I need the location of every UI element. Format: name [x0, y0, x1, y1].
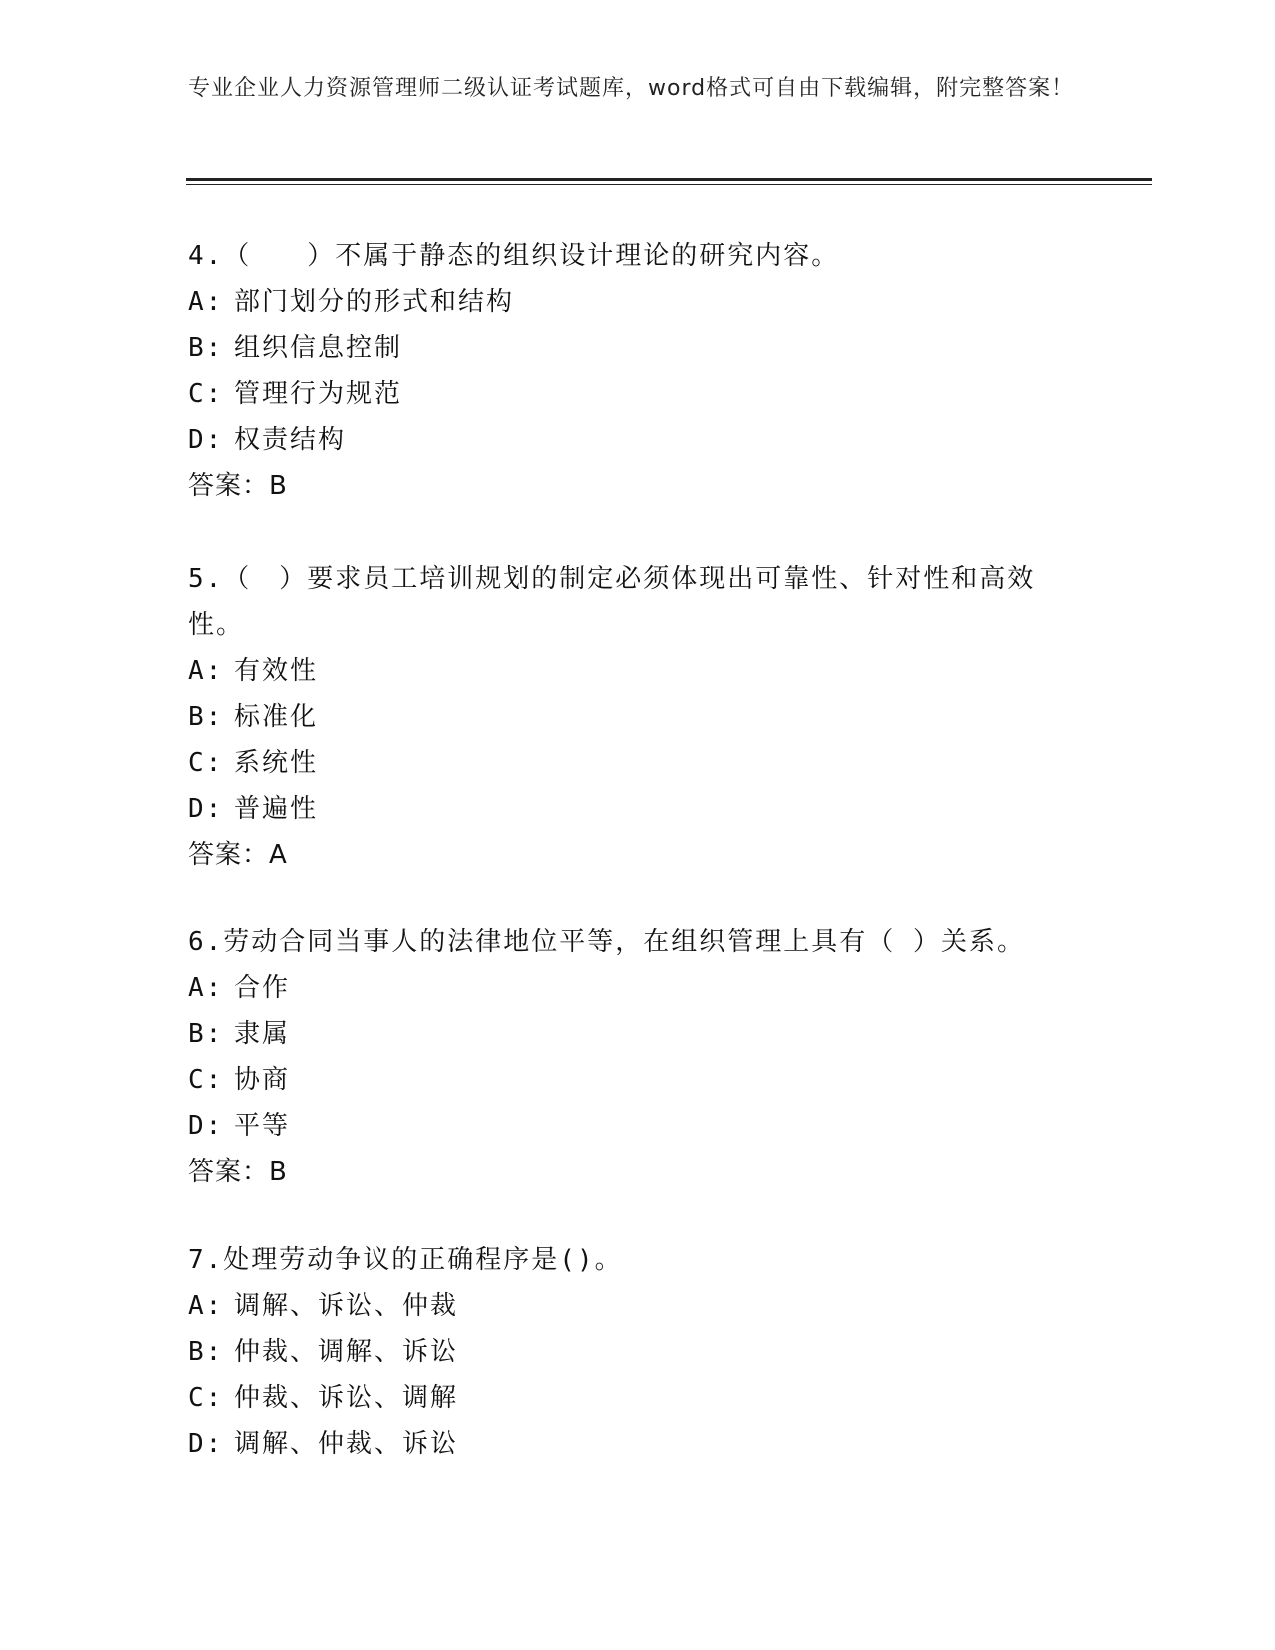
- option-text: 仲裁、调解、诉讼: [234, 1337, 459, 1367]
- option-a: [188, 1283, 1088, 1329]
- option-c: [188, 371, 1088, 417]
- option-key: A:: [188, 287, 224, 317]
- option-key: B:: [188, 702, 224, 732]
- option-text: 权责结构: [234, 425, 347, 455]
- option-key: C:: [188, 1065, 224, 1095]
- option-key: C:: [188, 1383, 224, 1413]
- option-text: 标准化: [234, 702, 319, 732]
- question-block: [188, 919, 1088, 1195]
- option-key: D:: [188, 1429, 224, 1459]
- question-stem: 5.（ ）要求员工培训规划的制定必须体现出可靠性、针对性和高效性。: [188, 564, 1036, 640]
- option-key: B:: [188, 1019, 224, 1049]
- option-key: C:: [188, 379, 224, 409]
- option-a: [188, 648, 1088, 694]
- option-d: [188, 417, 1088, 463]
- option-text: 调解、诉讼、仲裁: [234, 1291, 459, 1321]
- option-c: [188, 1057, 1088, 1103]
- option-a: [188, 965, 1088, 1011]
- option-text: 合作: [234, 973, 291, 1003]
- option-b: [188, 1329, 1088, 1375]
- option-key: D:: [188, 1111, 224, 1141]
- header-divider-thick: [186, 178, 1152, 181]
- option-text: 管理行为规范: [234, 379, 403, 409]
- option-c: [188, 740, 1088, 786]
- header-note: 专业企业人力资源管理师二级认证考试题库，word格式可自由下载编辑，附完整答案！: [188, 76, 1075, 101]
- question-block: [188, 1237, 1088, 1467]
- answer-line: 答案：A: [188, 840, 288, 870]
- answer-line: 答案：B: [188, 471, 288, 501]
- option-d: [188, 1421, 1088, 1467]
- option-d: [188, 786, 1088, 832]
- question-block: [188, 556, 1088, 878]
- question-block: [188, 233, 1088, 509]
- option-key: A:: [188, 1291, 224, 1321]
- option-text: 平等: [234, 1111, 291, 1141]
- option-text: 有效性: [234, 656, 319, 686]
- option-d: [188, 1103, 1088, 1149]
- option-key: C:: [188, 748, 224, 778]
- option-key: D:: [188, 425, 224, 455]
- option-b: [188, 694, 1088, 740]
- answer-line: 答案：B: [188, 1157, 288, 1187]
- option-key: B:: [188, 333, 224, 363]
- option-text: 普遍性: [234, 794, 319, 824]
- option-text: 调解、仲裁、诉讼: [234, 1429, 459, 1459]
- option-key: B:: [188, 1337, 224, 1367]
- option-key: D:: [188, 794, 224, 824]
- option-a: [188, 279, 1088, 325]
- option-key: A:: [188, 973, 224, 1003]
- option-c: [188, 1375, 1088, 1421]
- option-key: A:: [188, 656, 224, 686]
- option-b: [188, 1011, 1088, 1057]
- question-stem: 7.处理劳动争议的正确程序是()。: [188, 1245, 623, 1275]
- option-text: 系统性: [234, 748, 319, 778]
- option-text: 协商: [234, 1065, 291, 1095]
- option-text: 组织信息控制: [234, 333, 403, 363]
- question-stem: 4.（ ）不属于静态的组织设计理论的研究内容。: [188, 241, 840, 271]
- header-divider-thin: [186, 184, 1152, 185]
- option-b: [188, 325, 1088, 371]
- option-text: 隶属: [234, 1019, 291, 1049]
- option-text: 仲裁、诉讼、调解: [234, 1383, 459, 1413]
- question-stem: 6.劳动合同当事人的法律地位平等，在组织管理上具有（ ）关系。: [188, 927, 1025, 957]
- option-text: 部门划分的形式和结构: [234, 287, 515, 317]
